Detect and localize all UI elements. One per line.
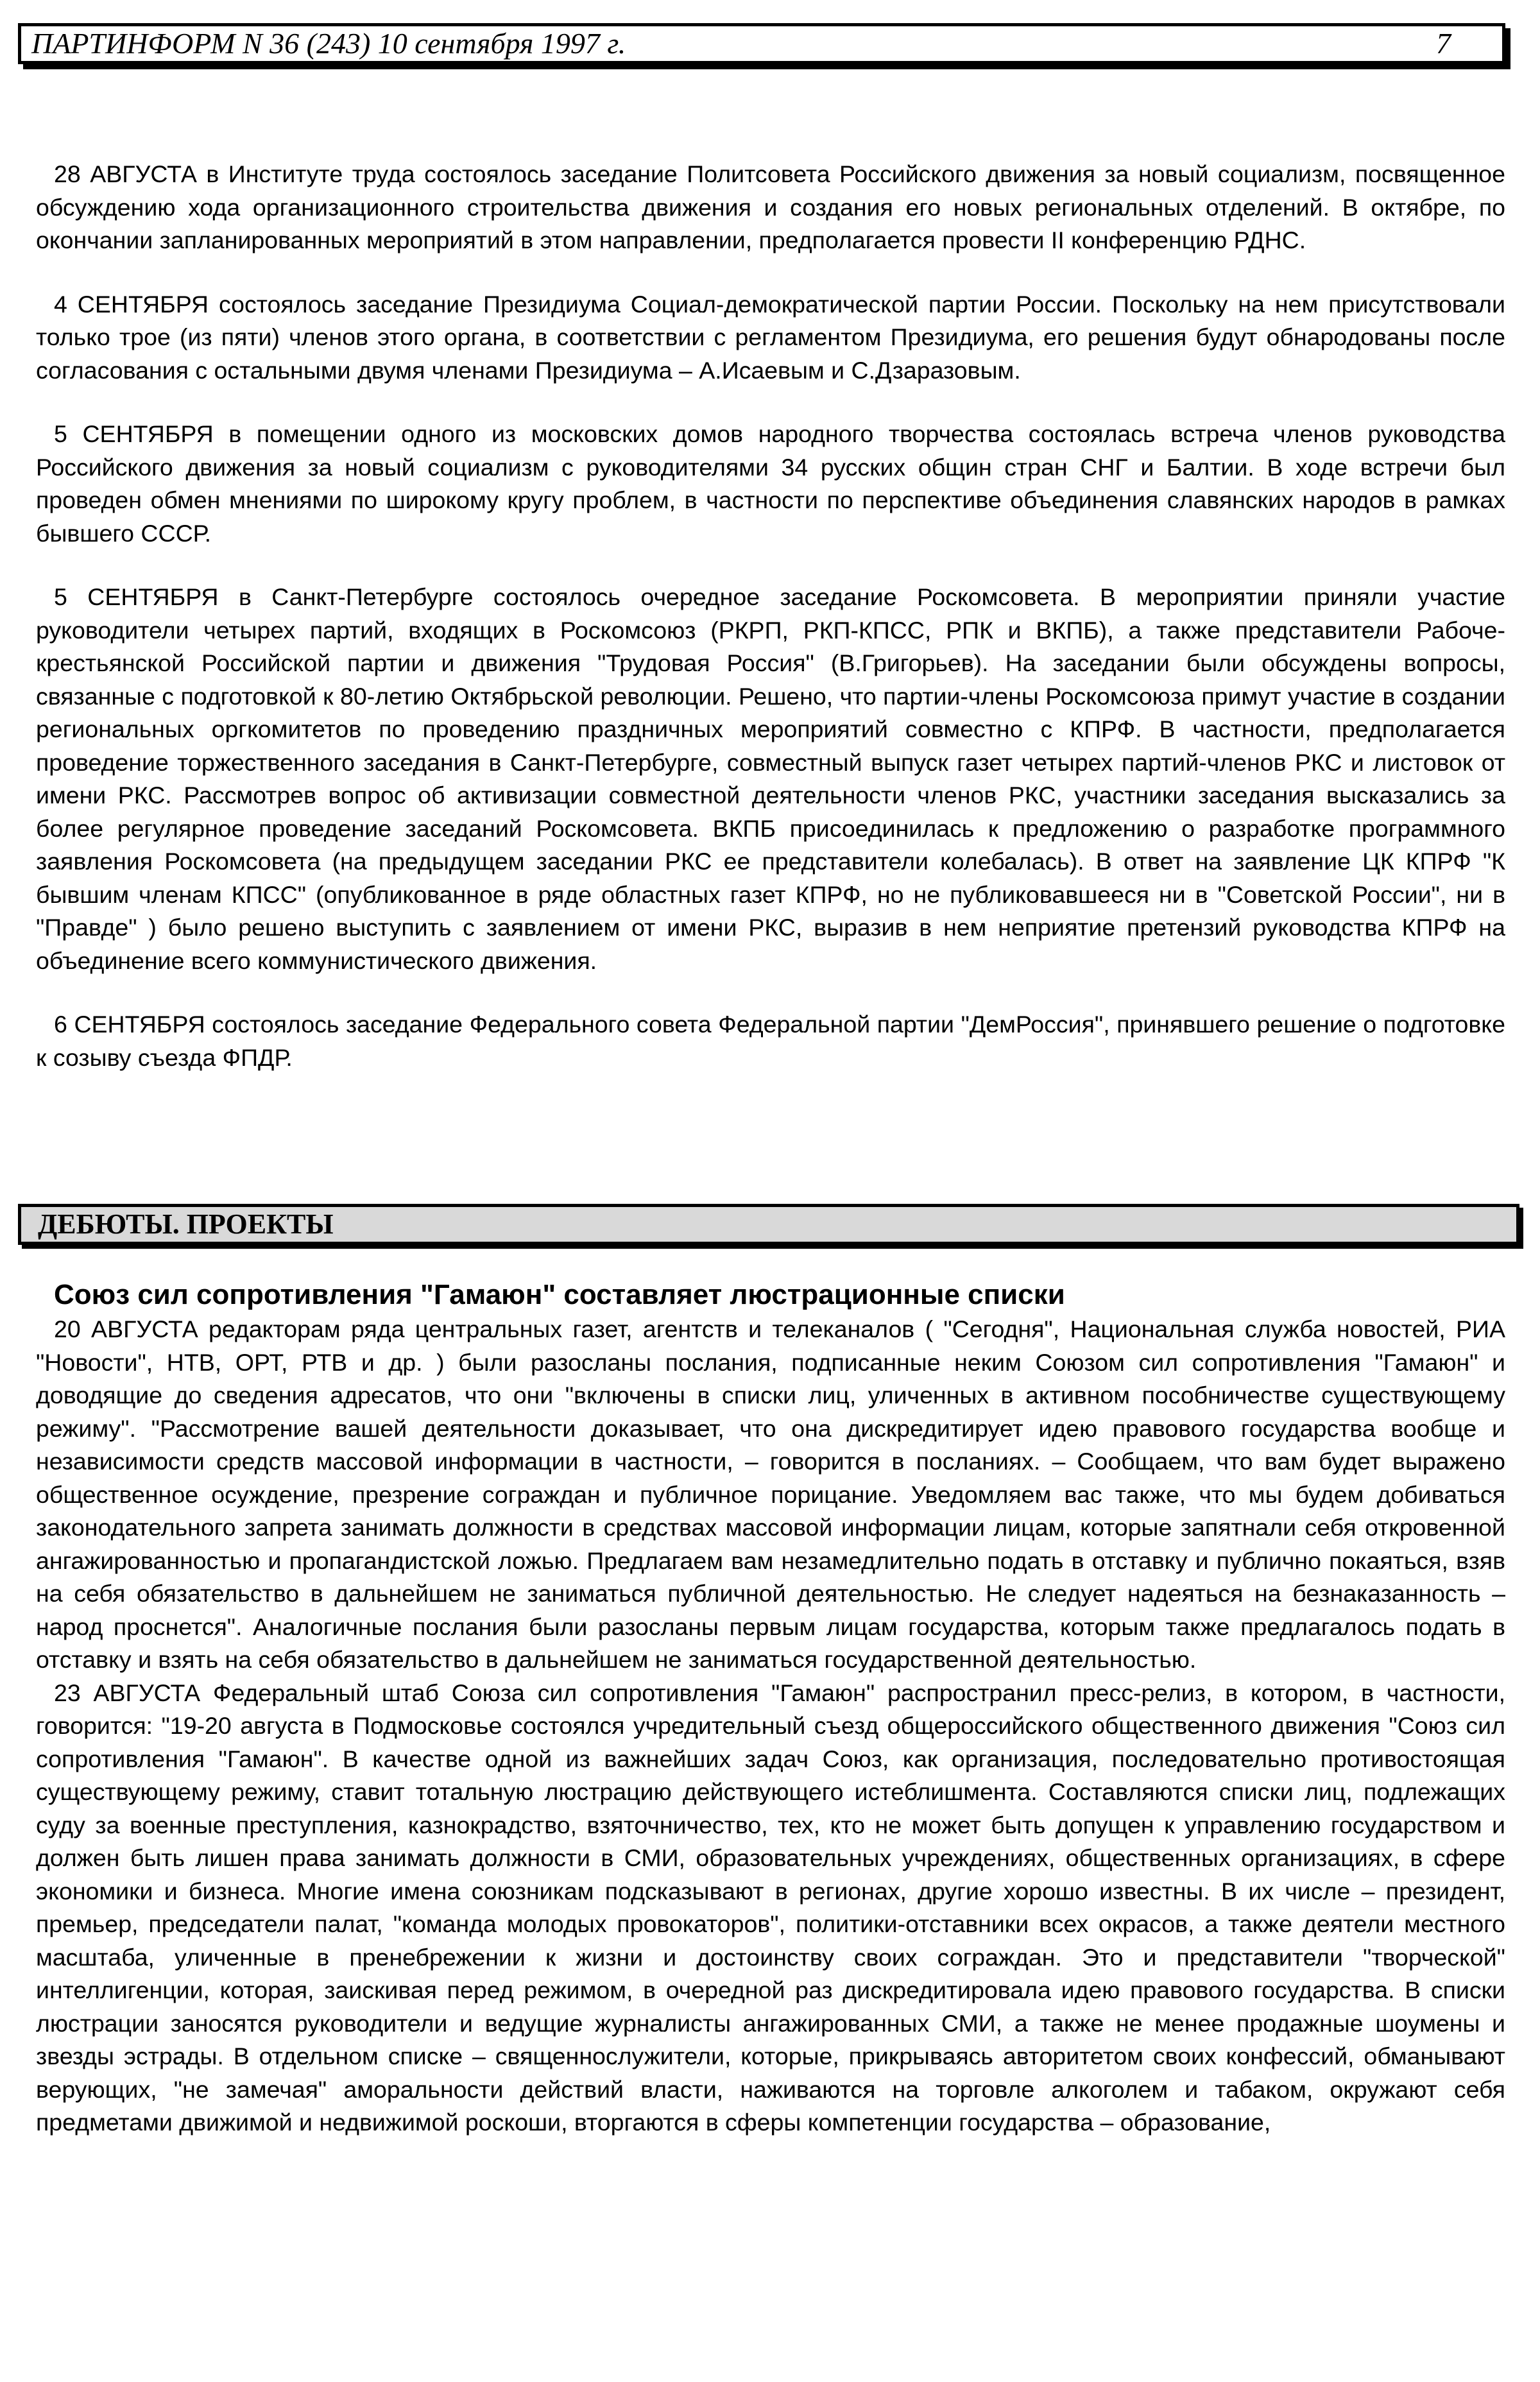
article-body (36, 1313, 1505, 2139)
news-item: 5 СЕНТЯБРЯ в помещении одного из московских домов народного творчества состоялась встреча членов руководства Российского движения за новый социализм с руководителями 34 русских общин стран СНГ и Балтии. В ходе встречи был проведен обмен мнениями по широкому кругу проблем, в частности по перспективе объединения славянских народов в рамках бывшего СССР. (36, 420, 1505, 547)
news-item: 28 АВГУСТА в Институте труда состоялось заседание Политсовета Российского движения за новый социализм, посвященное обсуждению хода организационного строительства движения и создания его новых региональных отделений. В октябре, по окончании запланированных мероприятий в этом направлении, предполагается провести II конференцию РДНС. (36, 160, 1505, 253)
article-title: Союз сил сопротивления "Гамаюн" составляет люстрационные списки (54, 1279, 1065, 1310)
page-header (18, 23, 1505, 64)
article-paragraph: 20 АВГУСТА редакторам ряда центральных газет, агентств и телеканалов ( "Сегодня", Национальная служба новостей, РИА "Новости", НТВ, ОРТ, РТВ и др. ) были разосланы послания, подписанные неким Союзом сил сопротивления "Гамаюн" и доводящие до сведения адресатов, что они "включены в списки лиц, уличенных в активном пособничестве существующему режиму". "Рассмотрение вашей деятельности доказывает, что она дискредитирует идею правового государства вообще и независимости средств массовой информации в частности, – говорится в посланиях. – Сообщаем, что вам будет выражено общественное осуждение, презрение сограждан и публичное порицание. Уведомляем вас также, что мы будем добиваться законодательного запрета занимать должности в средствах массовой информации лицам, которые запятнали себя откровенной ангажированностью и пропагандистской ложью. Предлагаем вам незамедлительно подать в отставку и публично покаяться, взяв на себя обязательство в дальнейшем не заниматься публичной деятельностью. Не следует надеяться на безнаказанность – народ проснется". Аналогичные послания были разосланы первым лицам государства, которым также предлагалось подать в отставку и взять на себя обязательство в дальнейшем не заниматься государственной деятельностью. (36, 1315, 1505, 1673)
newsletter-title: ПАРТИНФОРМ N 36 (243) 10 сентября 1997 г. (31, 27, 626, 60)
article-paragraph: 23 АВГУСТА Федеральный штаб Союза сил сопротивления "Гамаюн" распространил пресс-релиз, в котором, в частности, говорится: "19-20 августа в Подмосковье состоялся учредительный съезд общероссийского общественного движения "Союз сил сопротивления "Гамаюн". В качестве одной из важнейших задач Союз, как организация, последовательно противостоящая существующему режиму, ставит тотальную люстрацию действующего истеблишмента. Составляются списки лиц, подлежащих суду за военные преступления, казнокрадство, взяточничество, тех, кто не может быть допущен к управлению государством и должен быть лишен права занимать должности в СМИ, образовательных учреждениях, общественных организациях, в сфере экономики и бизнеса. Многие имена союзникам подсказывают в регионах, другие хорошо известны. В их числе – президент, премьер, председатели палат, "команда молодых провокаторов", политики-отставники всех окрасов, а также деятели местного масштаба, уличенные в пренебрежении к жизни и достоинству своих сограждан. Это и представители "творческой" интеллигенции, которая, заискивая перед режимом, в очередной раз дискредитировала идею правового государства. В списки люстрации заносятся руководители и ведущие журналисты ангажированных СМИ, а также не менее продажные шоумены и звезды эстрады. В отдельном списке – священнослужители, которые, прикрываясь авторитетом своих конфессий, обманывают верующих, "не замечая" аморальности действий власти, наживаются на торговле алкоголем и табаком, окружают себя предметами движимой и недвижимой роскоши, вторгаются в сферы компетенции государства – образование, (36, 1679, 1505, 2136)
section-heading: ДЕБЮТЫ. ПРОЕКТЫ (18, 1204, 1519, 1245)
news-chronicle (36, 158, 1505, 1074)
news-item: 5 СЕНТЯБРЯ в Санкт-Петербурге состоялось очередное заседание Роскомсовета. В мероприятии приняли участие руководители четырех партий, входящих в Роскомсоюз (РКРП, РКП-КПСС, РПК и ВКПБ), а также представители Рабоче-крестьянской Российской партии и движения "Трудовая Россия" (В.Григорьев). На заседании были обсуждены вопросы, связанные с подготовкой к 80-летию Октябрьской революции. Решено, что партии-члены Роскомсоюза примут участие в создании региональных оргкомитетов по проведению праздничных мероприятий совместно с КПРФ. В частности, предполагается проведение торжественного заседания в Санкт-Петербурге, совместный выпуск газет четырех партий-членов РКС и листовок от имени РКС. Рассмотрев вопрос об активизации совместной деятельности членов РКС, участники заседания высказались за более регулярное проведение заседаний Роскомсовета. ВКПБ присоединилась к предложению о разработке программного заявления Роскомсовета (на предыдущем заседании РКС ее представители колебалась). В ответ на заявление ЦК КПРФ "К бывшим членам КПСС" (опубликованное в ряде областных газет КПРФ, но не публиковавшееся ни в "Советской России", ни в "Правде" ) было решено выступить с заявлением от имени РКС, выразив в нем неприятие претензий руководства КПРФ на объединение всего коммунистического движения. (36, 583, 1505, 974)
news-item: 4 СЕНТЯБРЯ состоялось заседание Президиума Социал-демократической партии России. Поскольку на нем присутствовали только трое (из пяти) членов этого органа, в соответствии с регламентом Президиума, его решения будут обнародованы после согласования с остальными двумя членами Президиума – А.Исаевым и С.Дзаразовым. (36, 290, 1505, 384)
news-item: 6 СЕНТЯБРЯ состоялось заседание Федерального совета Федеральной партии "ДемРоссия", принявшего решение о подготовке к созыву съезда ФПДР. (36, 1011, 1505, 1071)
page-number: 7 (1436, 27, 1451, 60)
